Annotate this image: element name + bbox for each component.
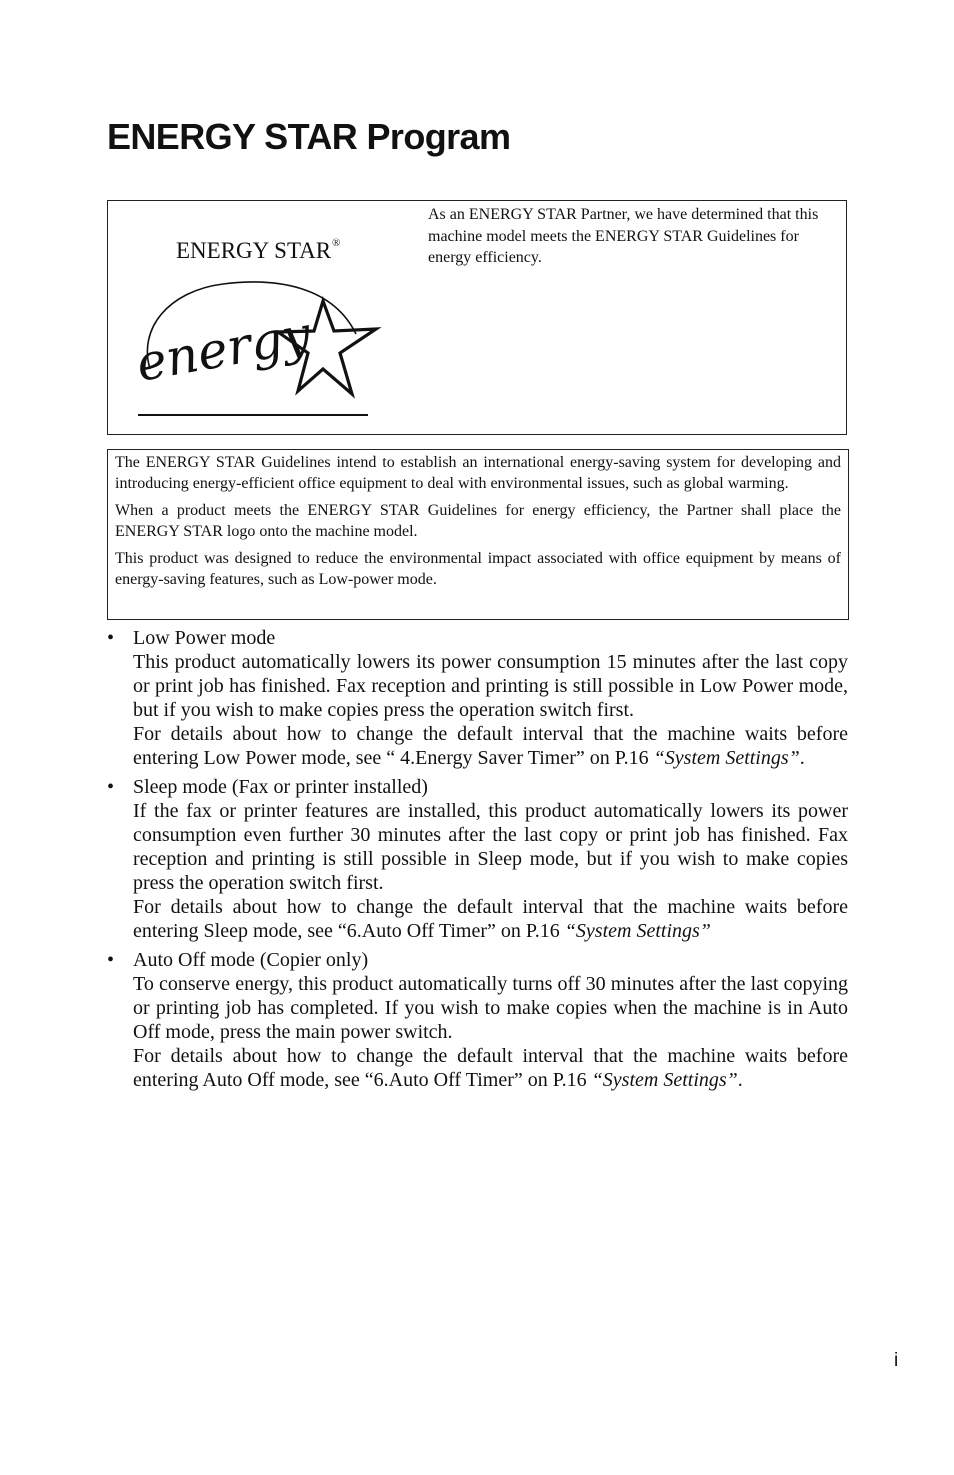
- mode-detail: For details about how to change the default interval that the machine waits before entering Low Power mode, see “ 4.Energy Saver Timer” on P.16 “System Settings”.: [133, 723, 848, 769]
- reference-link: “System Settings”: [591, 1069, 738, 1091]
- mode-sleep: [107, 775, 848, 943]
- logo-registered-mark: ®: [332, 237, 341, 249]
- bullet-icon: •: [107, 627, 115, 649]
- mode-detail: For details about how to change the default interval that the machine waits before entering Sleep mode, see “6.Auto Off Timer” on P.16 “System Settings”: [133, 896, 848, 942]
- mode-title: Low Power mode: [133, 627, 276, 649]
- mode-low-power: [107, 626, 848, 770]
- mode-title: Sleep mode (Fax or printer installed): [133, 776, 428, 798]
- page-title: ENERGY STAR Program: [107, 116, 511, 157]
- guidelines-box: [107, 449, 849, 620]
- bullet-icon: •: [107, 776, 115, 798]
- guidelines-paragraph: The ENERGY STAR Guidelines intend to establish an international energy-saving system for developing and introducing energy-efficient office equipment to deal with environmental issues, such as global warming.: [115, 454, 841, 492]
- mode-title: Auto Off mode (Copier only): [133, 949, 369, 971]
- mode-auto-off: [107, 948, 848, 1092]
- energy-star-logo-icon: [128, 229, 388, 429]
- bullet-icon: •: [107, 949, 115, 971]
- reference-link: “System Settings”: [653, 747, 800, 769]
- page-number: i: [894, 1350, 899, 1371]
- logo-wordmark: ENERGY STAR: [176, 238, 332, 263]
- logo-script: energy: [132, 305, 315, 393]
- mode-description: This product automatically lowers its power consumption 15 minutes after the last copy or print job has finished. Fax reception and printing is still possible in Low Power mode, but if you wish to make copies press the operation switch first.: [133, 651, 848, 721]
- partner-statement: As an ENERGY STAR Partner, we have determined that this machine model meets the ENERGY STAR Guidelines for energy efficiency.: [428, 206, 819, 266]
- guidelines-paragraph: This product was designed to reduce the environmental impact associated with office equipment by means of energy-saving features, such as Low-power mode.: [115, 550, 841, 588]
- energy-star-logo-box: [107, 200, 847, 435]
- mode-description: If the fax or printer features are installed, this product automatically lowers its power consumption even further 30 minutes after the last copy or print job has finished. Fax reception and printing is still possible in Sleep mode, but if you wish to make copies press the operation switch first.: [133, 800, 848, 894]
- power-modes-list: [107, 626, 848, 1097]
- reference-link: “System Settings”: [564, 920, 711, 942]
- mode-detail: For details about how to change the default interval that the machine waits before entering Auto Off mode, see “6.Auto Off Timer” on P.16 “System Settings”.: [133, 1045, 848, 1091]
- mode-description: To conserve energy, this product automatically turns off 30 minutes after the last copying or printing job has completed. If you wish to make copies when the machine is in Auto Off mode, press the main power switch.: [133, 973, 848, 1043]
- guidelines-paragraph: When a product meets the ENERGY STAR Guidelines for energy efficiency, the Partner shall place the ENERGY STAR logo onto the machine model.: [115, 502, 841, 540]
